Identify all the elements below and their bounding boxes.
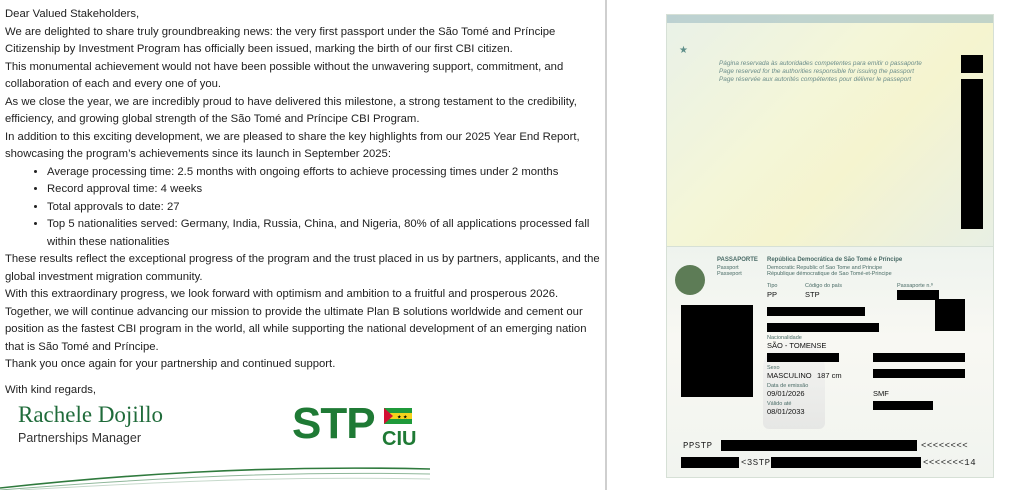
- passport-header-sub: Passport: [717, 265, 739, 271]
- redaction-block: [681, 457, 739, 468]
- svg-text:★: ★: [403, 414, 408, 421]
- mrz-tail: <<<<<<<14: [923, 458, 977, 468]
- flag-icon: [384, 408, 412, 424]
- issue-date-label: Data de emissão: [767, 383, 809, 389]
- letter-paragraph: As we close the year, we are incredibly proud to have delivered this milestone, a strong testament to the credibility, efficiency, and growing global strength of the São Tomé and Príncipe CBI Program.: [5, 95, 577, 125]
- redaction-block: [767, 353, 839, 362]
- sex-label: Sexo: [767, 365, 780, 371]
- list-item: • Total approvals to date: 27: [47, 199, 601, 217]
- passport-data-page: [666, 246, 994, 478]
- logo-sub-text: CIU: [382, 428, 417, 450]
- logo-main-text: STP: [292, 399, 375, 448]
- code-label: Código do país: [805, 283, 842, 289]
- letter-paragraph: With this extraordinary progress, we look forward with optimism and ambition to a fruitful and prosperous 2026.: [5, 288, 559, 300]
- list-item: • Record approval time: 4 weeks: [47, 181, 601, 199]
- svg-text:★: ★: [397, 414, 402, 421]
- letter-greeting: Dear Valued Stakeholders,: [5, 8, 140, 20]
- code-value: STP: [805, 290, 820, 299]
- reserved-text: [719, 60, 969, 84]
- highlights-list: [5, 164, 601, 252]
- passport-reserved-page: [666, 14, 994, 248]
- reserved-line: Página reservada às autoridades competentes para emitir o passaporte: [719, 60, 922, 67]
- decorative-swoosh: [0, 455, 430, 490]
- redaction-block: [767, 307, 865, 316]
- signature-name: Rachele Dojillo: [18, 402, 163, 427]
- coat-of-arms-icon: [675, 265, 705, 295]
- passport-header: PASSAPORTE: [717, 257, 758, 263]
- height-value: 187 cm: [817, 371, 842, 380]
- mrz-line-1: [683, 441, 713, 451]
- redaction-block: [721, 440, 917, 451]
- redaction-block: [873, 369, 965, 378]
- redaction-block: [935, 299, 965, 331]
- letter-paragraph: We are delighted to share truly groundbreaking news: the very first passport under the São Tomé and Príncipe Citizenship by Investment Program has officially been issued, marking the birth of our first CBI citizen.: [5, 25, 556, 55]
- redaction-block: [767, 323, 879, 332]
- mrz-start: PPSTP: [683, 441, 713, 451]
- redaction-block: [873, 353, 965, 362]
- passport-image: [666, 14, 992, 476]
- country-name: República Democrática de São Tomé e Príncipe: [767, 257, 903, 263]
- list-item: • Average processing time: 2.5 months with ongoing efforts to achieve processing times under 2 months: [47, 164, 601, 182]
- redaction-block: [897, 290, 939, 300]
- country-name: République démocratique de Sao Tomé-et-Principe: [767, 271, 892, 277]
- page-divider: [605, 0, 607, 490]
- passport-number-label: Passaporte n.º: [897, 283, 933, 289]
- issue-date-value: 09/01/2026: [767, 389, 805, 398]
- redaction-block: [873, 401, 933, 410]
- letter-paragraph: This monumental achievement would not have been possible without the unwavering support, commitment, and collaboration of each and every one of you.: [5, 60, 564, 90]
- letter-paragraph: In addition to this exciting development, we are pleased to share the key highlights from our 2025 Year End Report, showcasing the program’s achievements since its launch in September 2025:: [5, 130, 580, 160]
- redaction-photo: [681, 305, 753, 397]
- stp-ciu-logo: [292, 399, 422, 454]
- letter-paragraph: Thank you once again for your partnership and continued support.: [5, 358, 336, 370]
- star-icon: ★: [679, 45, 688, 56]
- letter-regards: With kind regards,: [5, 383, 97, 396]
- expiry-date-label: Válido até: [767, 401, 792, 407]
- reserved-line: Page reserved for the authorities responsible for issuing the passport: [719, 68, 915, 75]
- nationality-label: Nacionalidade: [767, 335, 802, 341]
- passport-header-sub: Passeport: [717, 271, 742, 277]
- signature-title: Partnerships Manager: [18, 431, 141, 445]
- reserved-line: Page réservée aux autorités compétentes pour délivrer le passeport: [719, 76, 912, 83]
- expiry-date-value: 08/01/2033: [767, 407, 805, 416]
- passport-page-edge: [667, 15, 993, 23]
- country-name: Democratic Republic of Sao Tome and Principe: [767, 265, 883, 271]
- redaction-block: [771, 457, 921, 468]
- letter-paragraph: Together, we will continue advancing our mission to provide the ultimate Plan B solutions worldwide and cement our position as the fastest CBI program in the world, all while supporting the national development of an emerging nation that is São Tomé and Príncipe.: [5, 305, 587, 353]
- authority-value: SMF: [873, 389, 889, 398]
- letter-body: [5, 6, 601, 399]
- redaction-block: [961, 79, 983, 229]
- type-label: Tipo: [767, 283, 778, 289]
- type-value: PP: [767, 290, 778, 299]
- nationality-value: SÃO - TOMENSE: [767, 341, 827, 350]
- list-item: • Top 5 nationalities served: Germany, India, Russia, China, and Nigeria, 80% of all applications processed fall within these nationalities: [47, 216, 601, 251]
- letter-paragraph: These results reflect the exceptional progress of the program and the trust placed in us by partners, applicants, and the global investment migration community.: [5, 253, 600, 283]
- mrz-tail: <<<<<<<<: [921, 441, 969, 451]
- sex-value: MASCULINO: [767, 371, 812, 380]
- redaction-block: [961, 55, 983, 73]
- mrz-line-2: <3STP: [741, 458, 771, 468]
